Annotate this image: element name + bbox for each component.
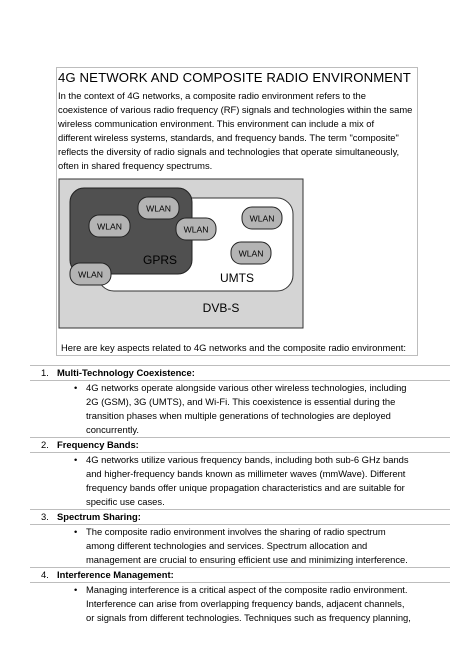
- body-line: Interference can arise from overlapping frequency bands, adjacent channels,: [86, 598, 405, 609]
- dvbs-label: DVB-S: [202, 301, 240, 315]
- body-line: 4G networks operate alongside various other wireless technologies, including: [86, 382, 407, 393]
- body-line: or signals from different technologies. Techniques such as frequency planning,: [86, 612, 411, 623]
- list-number: 4.: [41, 569, 49, 580]
- list-item: [30, 509, 450, 567]
- aspects-list: [30, 365, 450, 625]
- svg-text:WLAN: WLAN: [78, 269, 103, 280]
- body-line: The composite radio environment involves the sharing of radio spectrum: [86, 526, 386, 537]
- body-line: 4G networks utilize various frequency bands, including both sub-6 GHz bands: [86, 454, 409, 465]
- wlan-bubble: [138, 197, 179, 219]
- list-item-body: [30, 583, 450, 625]
- svg-text:WLAN: WLAN: [146, 203, 171, 214]
- intro-line: coexistence of various radio frequency (RF) signals and technologies within the same: [58, 104, 413, 115]
- list-number: 2.: [41, 439, 49, 450]
- body-line: concurrently.: [86, 424, 139, 435]
- list-item: [30, 567, 450, 625]
- bullet-icon: •: [74, 526, 78, 537]
- svg-text:WLAN: WLAN: [97, 221, 122, 232]
- diagram-caption: Here are key aspects related to 4G networks and the composite radio environment:: [61, 342, 406, 353]
- wlan-bubble: [89, 215, 130, 237]
- list-item-title: Multi-Technology Coexistence:: [57, 367, 195, 378]
- list-item-title: Interference Management:: [57, 569, 174, 580]
- wlan-bubble: [231, 242, 271, 264]
- body-line: and higher-frequency bands known as millimeter waves (mmWave). Different: [86, 468, 406, 479]
- body-line: transition phases when multiple generations of technologies are deployed: [86, 410, 391, 421]
- bullet-icon: •: [74, 454, 78, 465]
- list-number: 3.: [41, 511, 49, 522]
- list-item-heading: [30, 437, 450, 453]
- list-item-title: Spectrum Sharing:: [57, 511, 141, 522]
- list-item-heading: [30, 365, 450, 381]
- list-item: [30, 365, 450, 437]
- bullet-icon: •: [74, 584, 78, 595]
- composite-radio-diagram: [58, 178, 304, 329]
- svg-text:WLAN: WLAN: [238, 248, 264, 259]
- umts-label: UMTS: [220, 271, 254, 285]
- list-number: 1.: [41, 367, 49, 378]
- wlan-bubble: [242, 207, 282, 229]
- intro-line: wireless communication environment. This environment can include a mix of: [58, 118, 375, 129]
- list-item: [30, 437, 450, 509]
- svg-text:WLAN: WLAN: [183, 224, 209, 235]
- intro-line: often in shared frequency spectrums.: [58, 160, 213, 171]
- wlan-bubble: [70, 263, 111, 285]
- list-item-heading: [30, 509, 450, 525]
- bullet-icon: •: [74, 382, 78, 393]
- intro-line: reflects the diversity of radio signals and technologies that operate simultaneously,: [58, 146, 400, 157]
- intro-paragraph: [58, 89, 418, 173]
- list-item-heading: [30, 567, 450, 583]
- body-line: Managing interference is a critical aspect of the composite radio environment.: [86, 584, 408, 595]
- list-item-body: [30, 453, 450, 509]
- body-line: among different technologies and services. Spectrum allocation and: [86, 540, 368, 551]
- list-item-body: [30, 525, 450, 567]
- page-title: 4G NETWORK AND COMPOSITE RADIO ENVIRONMENT: [58, 70, 411, 85]
- body-line: frequency bands offer unique propagation characteristics and are suitable for: [86, 482, 405, 493]
- intro-line: different wireless systems, standards, and frequency bands. The term "composite": [58, 132, 399, 143]
- svg-text:WLAN: WLAN: [249, 213, 275, 224]
- body-line: 2G (GSM), 3G (UMTS), and Wi-Fi. This coexistence is essential during the: [86, 396, 396, 407]
- intro-line: In the context of 4G networks, a composite radio environment refers to the: [58, 90, 366, 101]
- gprs-label: GPRS: [142, 253, 178, 267]
- list-item-body: [30, 381, 450, 437]
- body-line: specific use cases.: [86, 496, 165, 507]
- body-line: management are crucial to ensuring efficient use and minimizing interference.: [86, 554, 408, 565]
- list-item-title: Frequency Bands:: [57, 439, 139, 450]
- wlan-bubble: [176, 218, 216, 240]
